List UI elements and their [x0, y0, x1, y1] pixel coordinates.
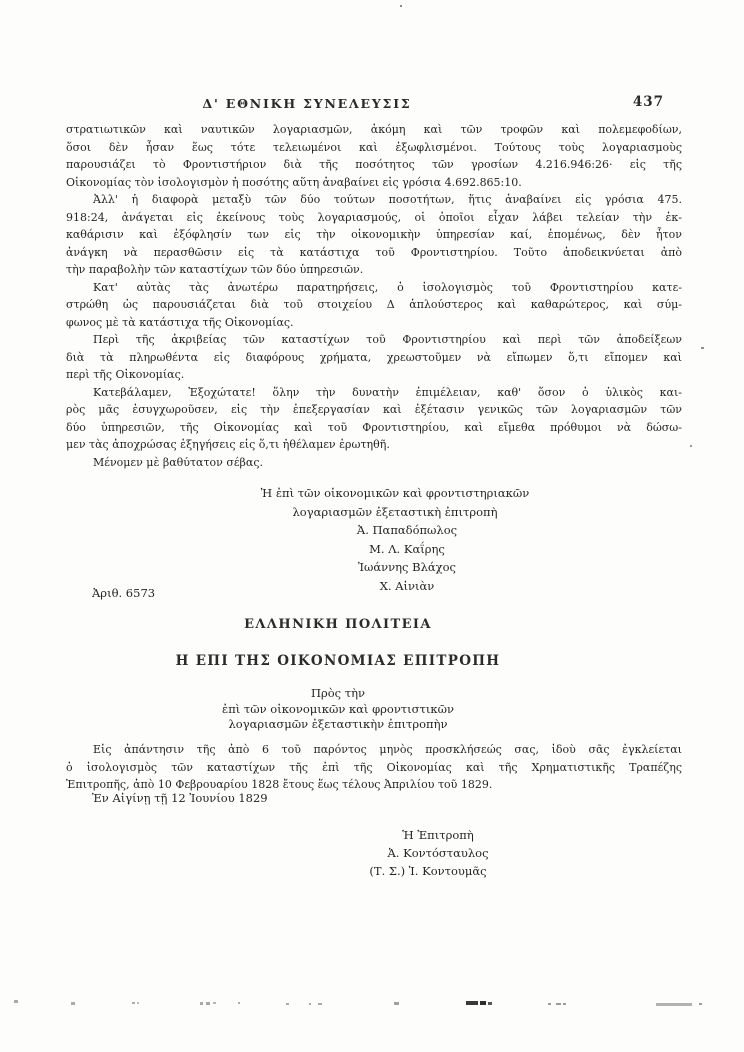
text-line: περὶ τῆς Οἰκονομίας.	[66, 368, 185, 381]
signature-name: Ἀ. Κοντόσταυλος	[387, 846, 489, 860]
text-line: Περὶ τῆς ἀκριβείας τῶν καταστίχων τοῦ Φροντιστηρίου καὶ περὶ τῶν ἀποδείξεων	[93, 333, 682, 346]
addressee-line: ἐπὶ τῶν οἰκονομικῶν καὶ φροντιστικῶν	[222, 701, 454, 716]
text-line: διὰ τὰ πληρωθέντα εἰς διαφόρους χρήματα, χρεωστοῦμεν νὰ εἴπωμεν ὅ,τι εἴπομεν καὶ	[66, 350, 682, 364]
scan-artifact	[206, 1002, 210, 1005]
scan-artifact	[400, 5, 402, 7]
economy-committee-signature-block	[330, 826, 546, 880]
scan-artifact	[137, 1002, 139, 1004]
signature-name: Ἰωάννης Βλάχος	[358, 560, 456, 574]
scan-artifact	[656, 1003, 692, 1006]
scan-artifact	[548, 1003, 551, 1005]
addressee-line: Πρὸς τὴν	[310, 686, 366, 700]
scan-artifact	[309, 1003, 311, 1005]
signature-name: Ἀ. Παπαδόπωλος	[356, 523, 458, 537]
text-line: ρὸς μᾶς ἐσυγχωροῦσεν, εἰς τὴν ἐπεξεργασίαν καὶ ἐξέτασιν γενικῶς τῶν λογαριασμῶν τῶν	[66, 403, 682, 416]
text-line: δύο ὑπηρεσιῶν, τῆς Οἰκονομίας καὶ τοῦ Φροντιστηρίου, καὶ εἴμεθα πρόθυμοι νὰ δώσω-	[66, 420, 682, 434]
report-body-text	[66, 121, 682, 471]
scan-artifact	[466, 1001, 478, 1005]
scan-artifact	[394, 1002, 399, 1005]
text-line: τὴν παραβολὴν τῶν καταστίχων τῶν δύο ὑπηρεσιῶν.	[66, 263, 364, 276]
scan-artifact	[14, 1000, 18, 1003]
text-line: μεν τὰς ἀποχρώσας ἐξηγήσεις εἰς ὅ,τι ἠθέλαμεν ἐρωτηθῆ.	[66, 438, 390, 451]
scan-artifact	[132, 1002, 135, 1004]
scan-artifact	[563, 1003, 566, 1005]
signature-name: Μ. Λ. Καΐρης	[369, 541, 445, 556]
text-line: Μένομεν μὲ βαθύτατον σέβας.	[93, 455, 264, 469]
committee-heading: Η ΕΠΙ ΤΗΣ ΟΙΚΟΝΟΜΙΑΣ ΕΠΙΤΡΟΠΗ	[175, 653, 501, 669]
signature-name-with-seal: (Τ. Σ.) Ἰ. Κοντουμᾶς	[369, 864, 487, 878]
text-line: ἀνάγκη νὰ περασθῶσιν εἰς τὰ κατάστιχα τοῦ Φροντιστηρίου. Τοῦτο ἀποδεικνύεται ἀπὸ	[66, 245, 682, 259]
scan-artifact	[71, 1002, 75, 1005]
text-line: παρουσιάζει τὸ Φροντιστήριον διὰ τῆς ποσότητος τῶν γροσίων 4.216.946:26· εἰς τῆς	[66, 158, 682, 171]
text-line: στρώθη ὡς παρουσιάζεται διὰ τοῦ στοιχείου Δ ἁπλούστερος καὶ καθαρώτερος, καὶ σύμ-	[66, 298, 682, 311]
scan-artifact	[238, 1002, 240, 1004]
text-line: φωνος μὲ τὰ κατάστιχα τῆς Οἰκονομίας.	[66, 315, 294, 329]
scan-artifact	[699, 1003, 702, 1005]
scan-artifact	[690, 445, 692, 447]
text-line: Κατεβάλαμεν, Ἐξοχώτατε! ὅλην τὴν δυνατὴν ἐπιμέλειαν, καθ' ὅσον ὁ ὑλικὸς και-	[93, 385, 682, 399]
page-number: 437	[632, 94, 664, 110]
scan-artifact	[200, 1002, 203, 1005]
running-header-title: Δ' ΕΘΝΙΚΗ ΣΥΝΕΛΕΥΣΙΣ	[202, 96, 412, 111]
text-line: ὅσοι δὲν ἦσαν ἕως τότε τελειωμένοι καὶ ἐξωφλισμένοι. Τούτους τοὺς λογαριασμοὺς	[66, 140, 682, 154]
text-line: Ἐπιτροπῆς, ἀπὸ 10 Φεβρουαρίου 1828 ἔτους ἕως τέλους Ἀπριλίου τοῦ 1829.	[66, 778, 493, 791]
addressee-line: λογαριασμῶν ἐξεταστικὴν ἐπιτροπὴν	[228, 717, 448, 731]
scan-artifact	[286, 1003, 289, 1005]
text-line: Οἰκονομίας τὸν ἰσολογισμὸν ἡ ποσότης αὕτη ἀναβαίνει εἰς γρόσια 4.692.865:10.	[66, 175, 522, 189]
signature-names	[212, 521, 602, 595]
text-line: 918:24, ἀνάγεται εἰς ἐκείνους τοὺς λογαριασμούς, οἱ ὁποῖοι εἶχαν λάβει τελείαν τὴν ἐκ-	[66, 210, 682, 224]
document-number: Ἀριθ. 6573	[92, 586, 156, 600]
signature-title: Ἡ Ἐπιτροπὴ	[402, 828, 474, 842]
letter-body-text	[66, 741, 682, 794]
scan-artifact	[213, 1002, 216, 1004]
signature-name: Χ. Αἰνιὰν	[379, 578, 435, 593]
dateline: Ἐν Αἰγίνῃ τῇ 12 Ἰουνίου 1829	[92, 791, 268, 805]
text-line: Κατ' αὐτὰς τὰς ἀνωτέρω παρατηρήσεις, ὁ ἰσολογισμὸς τοῦ Φροντιστηρίου κατε-	[93, 280, 682, 294]
scan-artifact	[318, 1003, 322, 1005]
text-line: Ἀλλ' ἡ διαφορὰ μεταξὺ τῶν δύο τούτων ποσοτήτων, ἥτις ἀναβαίνει εἰς γρόσια 475.	[93, 193, 682, 206]
state-heading: ΕΛΛΗΝΙΚΗ ΠΟΛΙΤΕΙΑ	[244, 617, 432, 632]
scan-artifact	[488, 1002, 492, 1005]
signature-block-title-line: λογαριασμῶν ἐξεταστικὴ ἐπιτροπὴ	[292, 504, 498, 519]
text-line: Εἰς ἀπάντησιν τῆς ἀπὸ 6 τοῦ παρόντος μηνὸς προσκλήσεώς σας, ἰδοὺ σᾶς ἐγκλείεται	[93, 743, 682, 756]
text-line: ὁ ἰσολογισμὸς τῶν καταστίχων τῆς ἐπὶ τῆς Οἰκονομίας καὶ τῆς Χρηματιστικῆς Τραπέζης	[66, 760, 682, 774]
signature-block-title-line: Ἡ ἐπὶ τῶν οἰκονομικῶν καὶ φροντιστηριακῶν	[260, 486, 530, 500]
text-line: στρατιωτικῶν καὶ ναυτικῶν λογαριασμῶν, ἀκόμη καὶ τῶν τροφῶν καὶ πολεμεφοδίων,	[66, 123, 682, 136]
scan-artifact	[556, 1003, 561, 1005]
examining-committee-signature-block	[200, 484, 590, 595]
scan-artifact	[701, 347, 704, 349]
addressee-block	[0, 686, 676, 733]
text-line: καθάρισιν καὶ ἐξόφλησίν των εἰς τὴν οἰκονομικὴν ὑπηρεσίαν καί, ἑπομένως, δὲν ἦτον	[66, 228, 682, 241]
scan-artifact	[480, 1001, 486, 1005]
